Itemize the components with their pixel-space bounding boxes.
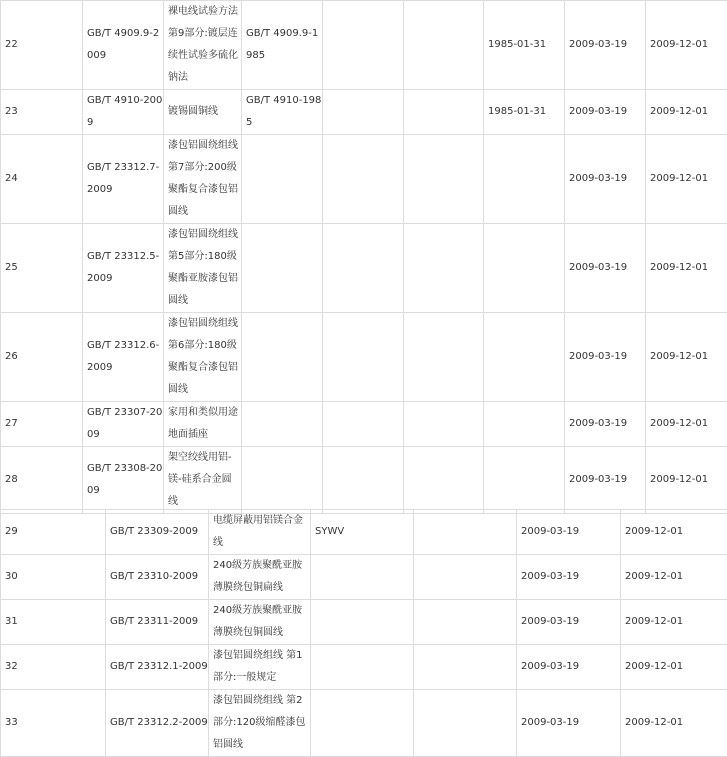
replaced-standard-cell (242, 402, 323, 447)
table-row (1, 645, 727, 690)
standard-code-cell: GB/T 23312.6-2009 (83, 313, 164, 402)
row-number-cell: 33 (1, 690, 106, 757)
standard-name-cell: 家用和类似用途地面插座 (164, 402, 242, 447)
empty-cell (323, 135, 404, 224)
publish-date-cell: 2009-03-19 (565, 135, 646, 224)
effective-date-cell: 2009-12-01 (621, 645, 727, 690)
table-row (1, 690, 727, 757)
replaced-date-cell: 1985-01-31 (484, 1, 565, 90)
effective-date-cell: 2009-12-01 (621, 510, 727, 555)
replaced-standard-cell (242, 447, 323, 514)
table-row (1, 510, 727, 555)
publish-date-cell: 2009-03-19 (565, 224, 646, 313)
row-number-cell: 24 (1, 135, 83, 224)
extra-cell (311, 645, 414, 690)
standard-name-cell: 架空绞线用铝-镁-硅系合金圆线 (164, 447, 242, 514)
standard-name-cell: 电缆屏蔽用铝镁合金线 (209, 510, 311, 555)
row-number-cell: 29 (1, 510, 106, 555)
empty-cell (404, 1, 484, 90)
standard-code-cell: GB/T 23307-2009 (83, 402, 164, 447)
standard-code-cell: GB/T 23308-2009 (83, 447, 164, 514)
standard-name-cell: 240级芳族聚酰亚胺薄膜绕包铜圆线 (209, 600, 311, 645)
effective-date-cell: 2009-12-01 (646, 402, 727, 447)
publish-date-cell: 2009-03-19 (517, 645, 621, 690)
standard-code-cell: GB/T 4909.9-2009 (83, 1, 164, 90)
replaced-date-cell (484, 224, 565, 313)
row-number-cell: 25 (1, 224, 83, 313)
empty-cell (414, 645, 517, 690)
table-row (1, 313, 727, 402)
table-row (1, 90, 727, 135)
row-number-cell: 30 (1, 555, 106, 600)
empty-cell (404, 135, 484, 224)
empty-cell (404, 447, 484, 514)
standard-code-cell: GB/T 23312.5-2009 (83, 224, 164, 313)
row-number-cell: 22 (1, 1, 83, 90)
effective-date-cell: 2009-12-01 (646, 313, 727, 402)
empty-cell (404, 313, 484, 402)
empty-cell (414, 690, 517, 757)
extra-cell (311, 600, 414, 645)
standard-name-cell: 漆包铝圆绕组线 第2部分:120级缩醛漆包铝圆线 (209, 690, 311, 757)
effective-date-cell: 2009-12-01 (646, 90, 727, 135)
row-number-cell: 23 (1, 90, 83, 135)
replaced-standard-cell: GB/T 4909.9-1985 (242, 1, 323, 90)
standard-code-cell: GB/T 23309-2009 (106, 510, 209, 555)
empty-cell (323, 447, 404, 514)
replaced-standard-cell: GB/T 4910-1985 (242, 90, 323, 135)
table-row (1, 555, 727, 600)
publish-date-cell: 2009-03-19 (517, 690, 621, 757)
effective-date-cell: 2009-12-01 (646, 1, 727, 90)
extra-cell: SYWV (311, 510, 414, 555)
empty-cell (414, 600, 517, 645)
replaced-standard-cell (242, 224, 323, 313)
standard-name-cell: 240级芳族聚酰亚胺薄膜绕包铜扁线 (209, 555, 311, 600)
standard-name-cell: 裸电线试验方法 第9部分:镀层连续性试验多硫化钠法 (164, 1, 242, 90)
empty-cell (414, 510, 517, 555)
table-row (1, 447, 727, 514)
effective-date-cell: 2009-12-01 (621, 555, 727, 600)
extra-cell (311, 690, 414, 757)
standard-code-cell: GB/T 23312.1-2009 (106, 645, 209, 690)
row-number-cell: 31 (1, 600, 106, 645)
replaced-date-cell (484, 135, 565, 224)
replaced-date-cell (484, 402, 565, 447)
standard-code-cell: GB/T 23312.2-2009 (106, 690, 209, 757)
empty-cell (414, 555, 517, 600)
standard-code-cell: GB/T 4910-2009 (83, 90, 164, 135)
standard-name-cell: 镀锡圆铜线 (164, 90, 242, 135)
replaced-standard-cell (242, 313, 323, 402)
empty-cell (323, 402, 404, 447)
standard-code-cell: GB/T 23312.7-2009 (83, 135, 164, 224)
row-number-cell: 26 (1, 313, 83, 402)
standard-code-cell: GB/T 23311-2009 (106, 600, 209, 645)
empty-cell (323, 90, 404, 135)
effective-date-cell: 2009-12-01 (646, 224, 727, 313)
effective-date-cell: 2009-12-01 (646, 447, 727, 514)
effective-date-cell: 2009-12-01 (621, 690, 727, 757)
empty-cell (323, 1, 404, 90)
empty-cell (404, 224, 484, 313)
row-number-cell: 27 (1, 402, 83, 447)
replaced-standard-cell (242, 135, 323, 224)
empty-cell (404, 402, 484, 447)
publish-date-cell: 2009-03-19 (565, 313, 646, 402)
replaced-date-cell (484, 313, 565, 402)
standard-name-cell: 漆包铝圆绕组线 第5部分:180级聚酯亚胺漆包铝圆线 (164, 224, 242, 313)
standard-code-cell: GB/T 23310-2009 (106, 555, 209, 600)
effective-date-cell: 2009-12-01 (621, 600, 727, 645)
table-row (1, 135, 727, 224)
publish-date-cell: 2009-03-19 (517, 510, 621, 555)
publish-date-cell: 2009-03-19 (565, 447, 646, 514)
standard-name-cell: 漆包铝圆绕组线 第7部分:200级聚酯复合漆包铝圆线 (164, 135, 242, 224)
extra-cell (311, 555, 414, 600)
standards-table-2 (0, 509, 727, 757)
table-row (1, 224, 727, 313)
effective-date-cell: 2009-12-01 (646, 135, 727, 224)
table-row (1, 1, 727, 90)
empty-cell (404, 90, 484, 135)
replaced-date-cell: 1985-01-31 (484, 90, 565, 135)
publish-date-cell: 2009-03-19 (517, 600, 621, 645)
table-row (1, 600, 727, 645)
standard-name-cell: 漆包铝圆绕组线 第1部分:一般规定 (209, 645, 311, 690)
publish-date-cell: 2009-03-19 (517, 555, 621, 600)
standard-name-cell: 漆包铝圆绕组线 第6部分:180级聚酯复合漆包铝圆线 (164, 313, 242, 402)
table-row (1, 402, 727, 447)
row-number-cell: 32 (1, 645, 106, 690)
replaced-date-cell (484, 447, 565, 514)
publish-date-cell: 2009-03-19 (565, 90, 646, 135)
publish-date-cell: 2009-03-19 (565, 1, 646, 90)
publish-date-cell: 2009-03-19 (565, 402, 646, 447)
row-number-cell: 28 (1, 447, 83, 514)
empty-cell (323, 224, 404, 313)
empty-cell (323, 313, 404, 402)
